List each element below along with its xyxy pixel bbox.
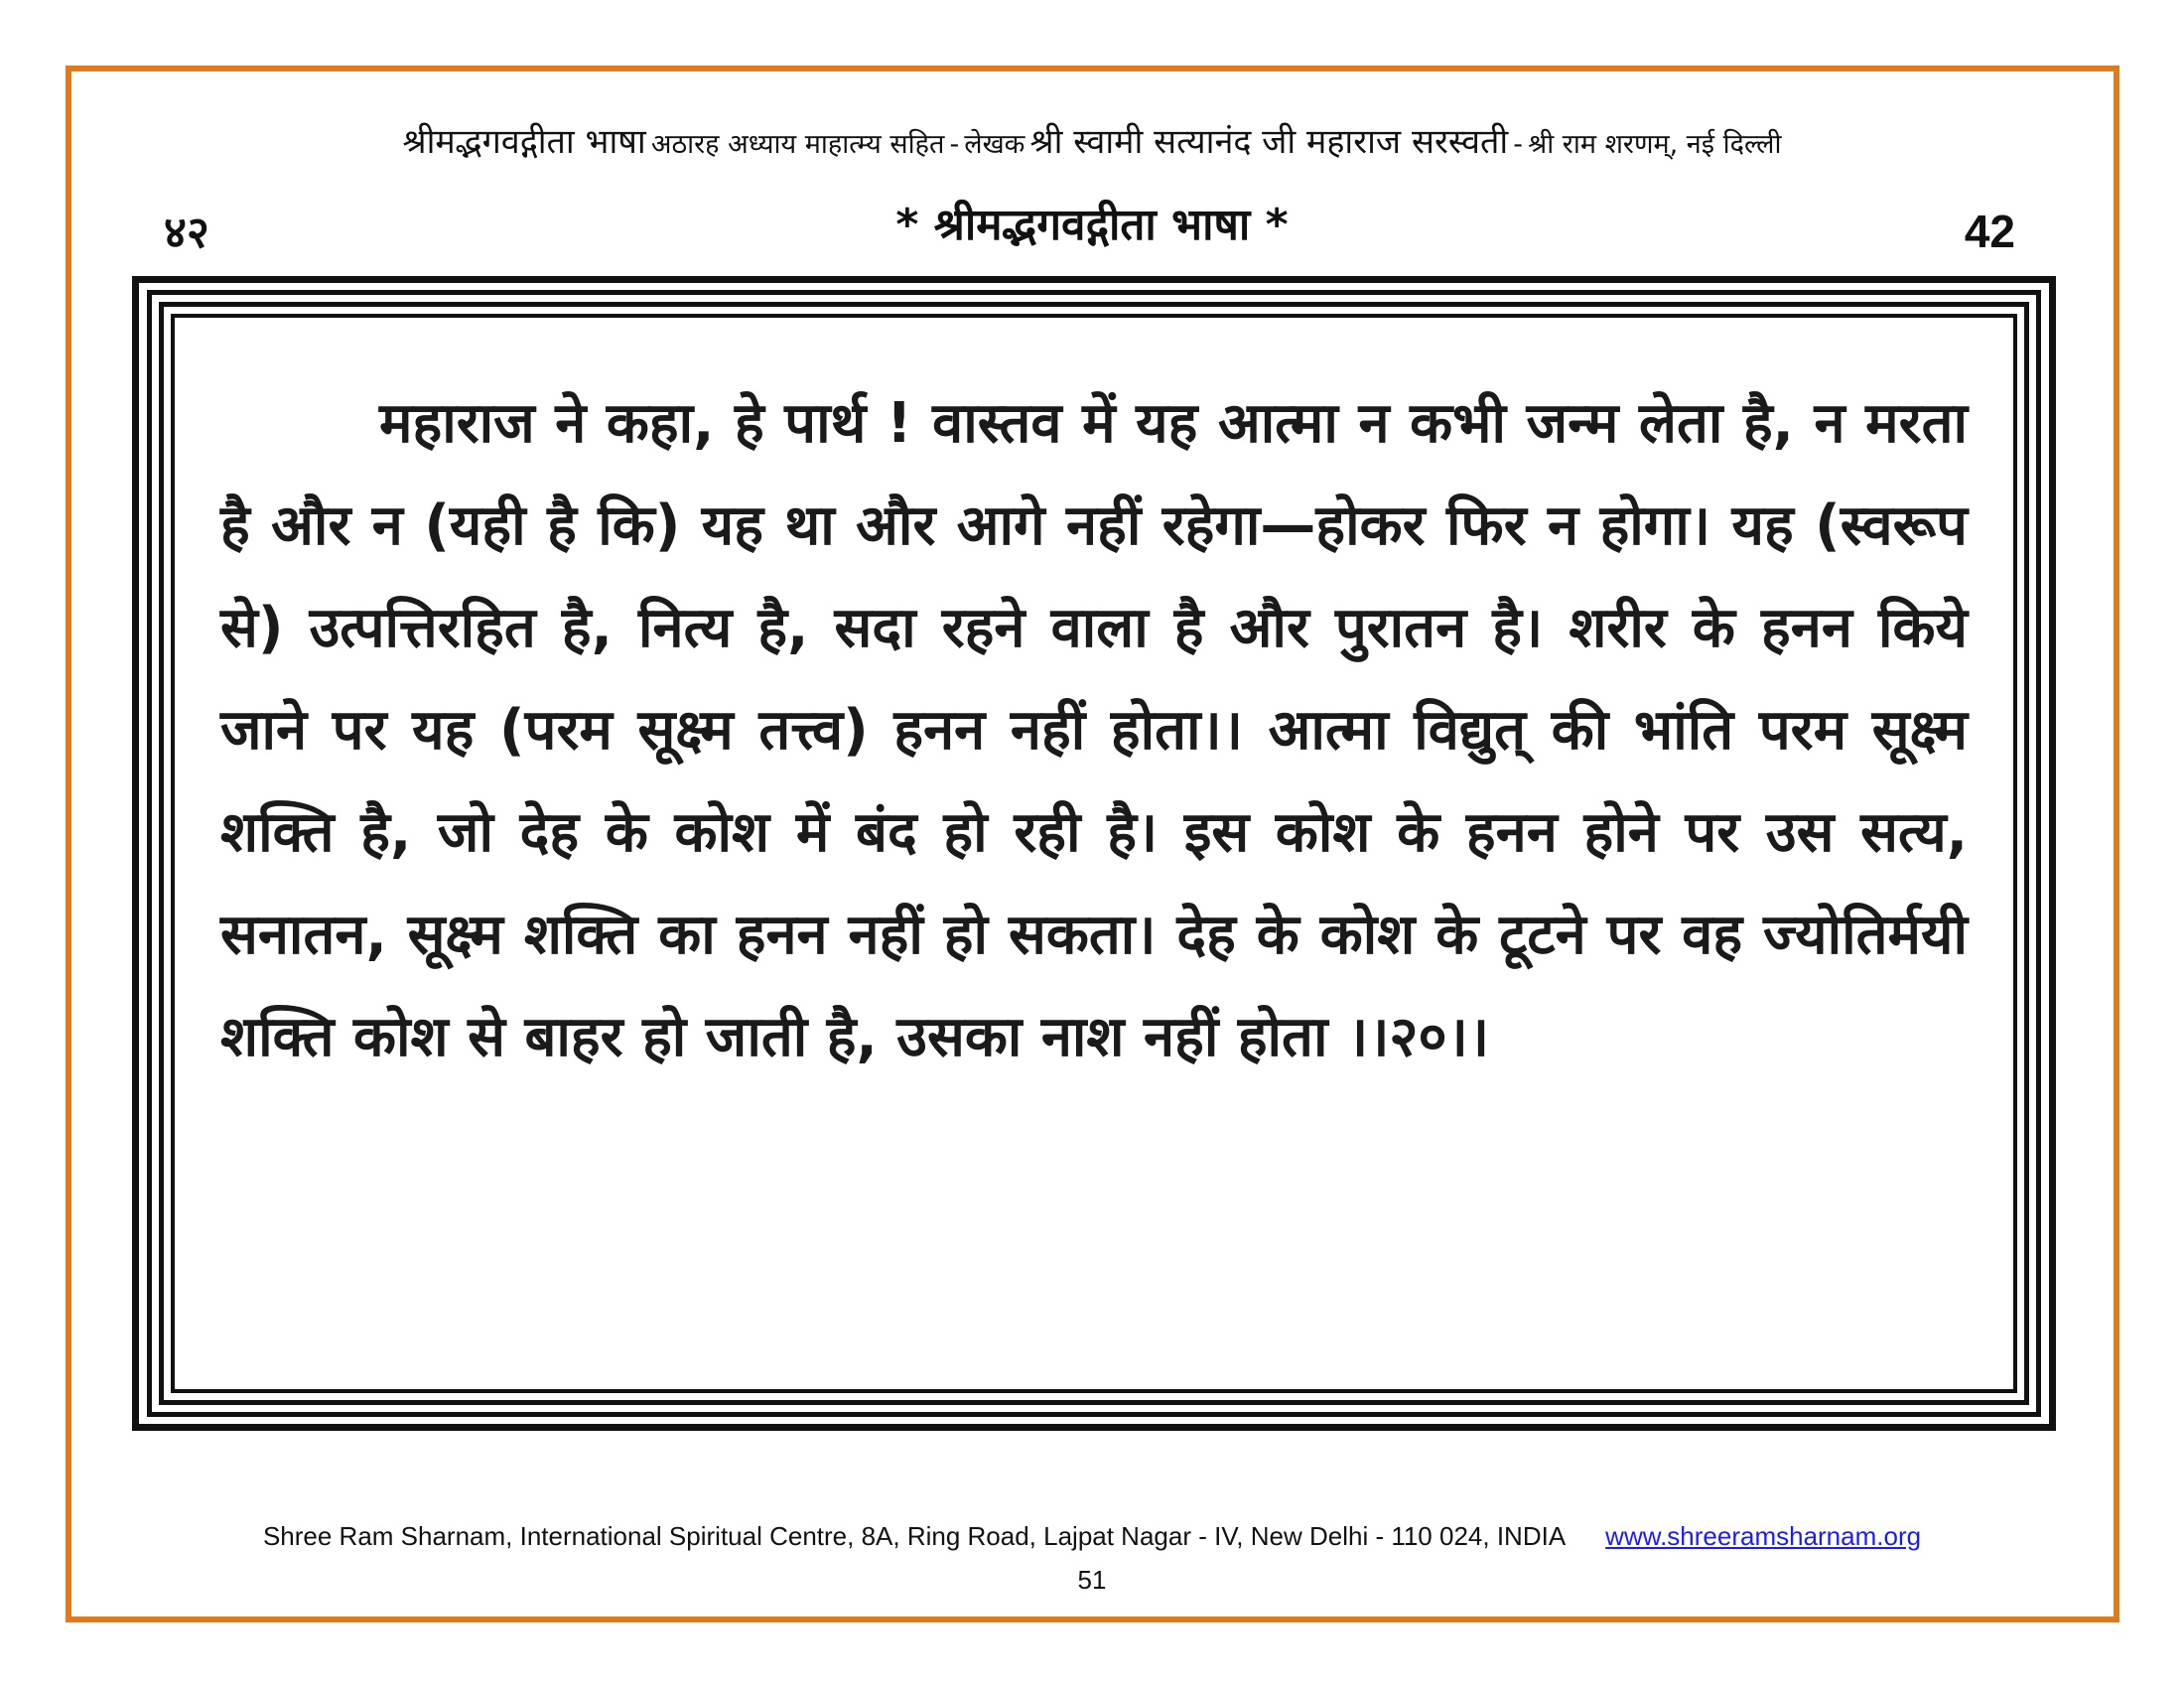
pdf-page-number: 51 xyxy=(1077,1565,1107,1595)
verse-text: महाराज ने कहा, हे पार्थ ! वास्तव में यह आत्मा न कभी जन्म लेता है, न मरता है और न (यही है कि) यह था और आगे नहीं रहेगा—होकर फिर न होगा। यह (स्वरूप से) उत्पत्तिरहित है, नित्य है, सदा रहने वाला है और पुरातन है। शरीर के हनन किये जाने पर यह (परम सूक्ष्म तत्त्व) हनन नहीं होता।। आत्मा विद्युत् की भांति परम सूक्ष्म शक्ति है, जो देह के कोश में बंद हो रही है। इस कोश के हनन होने पर उस सत्य, सनातन, सूक्ष्म शक्ति का हनन नहीं हो सकता। देह के कोश के टूटने पर वह ज्योतिर्मयी शक्ति कोश से बाहर हो जाती है, उसका नाश नहीं होता ।।२०।। xyxy=(220,391,1968,1069)
footer-address: Shree Ram Sharnam, International Spiritual Centre, 8A, Ring Road, Lajpat Nagar - IV, New Delhi - 110 024, INDIA xyxy=(262,1521,1567,1551)
header-subtitle: अठारह अध्याय माहात्म्य सहित xyxy=(650,129,945,160)
header-publisher: श्री राम शरणम्, नई दिल्ली xyxy=(1528,129,1782,160)
page-number-arabic: 42 xyxy=(1964,206,2015,257)
header-title: श्रीमद्भगवद्गीता भाषा xyxy=(402,122,646,162)
page-number-devanagari: ४२ xyxy=(164,208,209,258)
header-author-name: श्री स्वामी सत्यानंद जी महाराज सरस्वती xyxy=(1029,122,1509,162)
header-separator: - xyxy=(949,129,960,160)
footer-address-line xyxy=(0,1521,2184,1552)
book-title: * श्रीमद्भगवद्गीता भाषा * xyxy=(895,200,1289,250)
header-separator-2: - xyxy=(1513,129,1524,160)
website-link[interactable]: www.shreeramsharnam.org xyxy=(1605,1521,1922,1551)
document-header xyxy=(79,117,2105,163)
header-author-prefix: लेखक xyxy=(964,129,1025,160)
